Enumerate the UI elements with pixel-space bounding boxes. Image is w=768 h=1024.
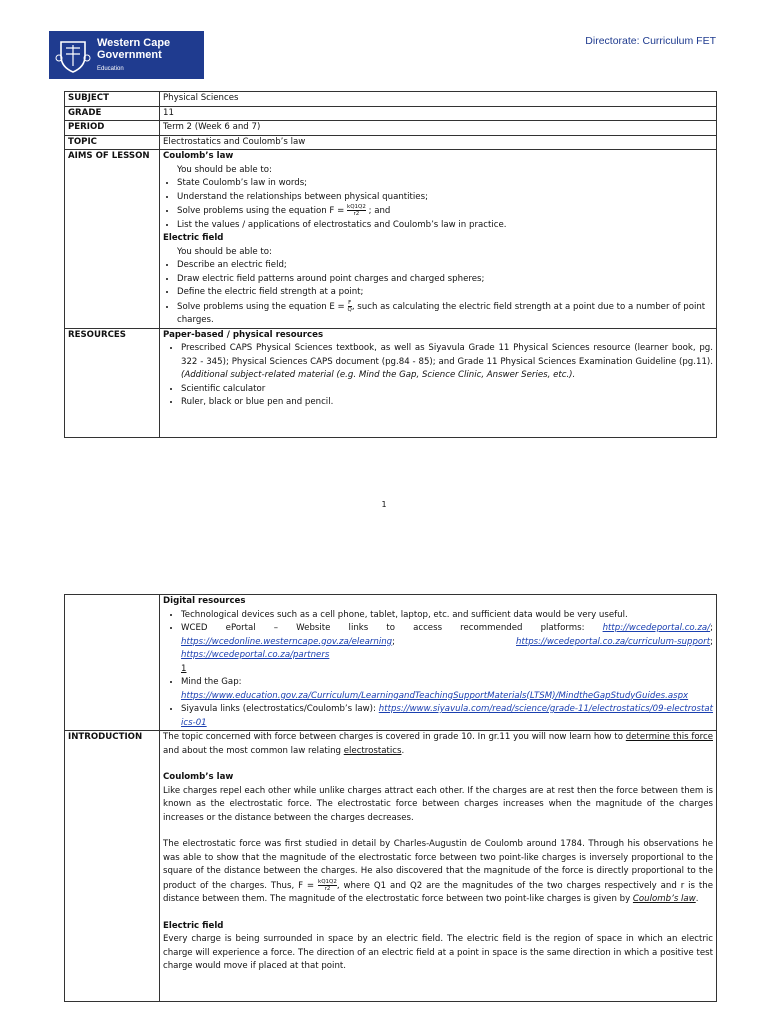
intro-text-u2: electrostatics xyxy=(343,745,402,756)
list-item: • WCED ePortal – Website links to access recommended platforms: http://wcedeportal.co.za/; https://wcedonline.westerncape.gov.za/elearning; https://wcedeportal.co.za/curriculum-support; https://wcedeportal.co.za/partners 1 xyxy=(181,622,713,676)
efield-heading: Electric field xyxy=(163,233,224,243)
digital-resources-content xyxy=(160,595,717,731)
fraction-denominator: r2 xyxy=(324,885,331,892)
list-item-text: Mind the Gap: xyxy=(181,677,242,687)
list-item: • Define the electric field strength at a point; xyxy=(177,286,713,300)
table-row xyxy=(65,328,717,437)
logo-line-1: Western Cape xyxy=(97,36,171,49)
table-row xyxy=(65,106,717,121)
list-item-suffix: ; and xyxy=(368,206,391,216)
siyavula-link[interactable]: https://www.siyavula.com/read/science/grade-11/electrostatics/09-electrostatics-01 xyxy=(181,704,714,728)
list-item-text: Siyavula links (electrostatics/Coulomb’s law): xyxy=(181,704,376,714)
intro-text-a: The topic concerned with force between charges is covered in grade 10. In gr.11 you will now learn how to xyxy=(163,732,623,742)
list-item: • Scientific calculator xyxy=(181,383,713,397)
lesson-details-table xyxy=(64,594,717,1002)
list-item xyxy=(177,204,713,219)
fraction-denominator: Q xyxy=(347,306,352,313)
footnote-marker: 1 xyxy=(181,663,187,674)
table-row xyxy=(65,121,717,136)
list-item xyxy=(181,676,713,703)
history-text-b: , where Q1 and Q2 are the magnitudes of the two charges respectively and r is the distance between them. The magnitude of the electrostatic force between two point-like charges is given by xyxy=(163,880,713,904)
topic-label: TOPIC xyxy=(65,135,160,150)
digital-heading: Digital resources xyxy=(163,596,246,606)
list-item xyxy=(181,342,713,383)
list-item xyxy=(181,703,713,730)
list-item: • Draw electric field patterns around point charges and charged spheres; xyxy=(177,273,713,287)
table-row xyxy=(65,150,717,329)
fraction-denominator: r2 xyxy=(353,211,360,217)
resources-heading: Paper-based / physical resources xyxy=(163,329,324,340)
list-item-text: Solve problems using the equation F = xyxy=(177,206,345,216)
table-row xyxy=(65,92,717,107)
list-item-suffix: , such as calculating the electric field strength at a point due to a number of point charges. xyxy=(177,301,706,325)
history-equation-fraction xyxy=(318,879,337,892)
history-paragraph xyxy=(163,838,713,907)
aims-label: AIMS OF LESSON xyxy=(65,150,160,329)
subject-value: Physical Sciences xyxy=(160,92,717,107)
introduction-label: INTRODUCTION xyxy=(65,731,160,1002)
intro-text-b: and about the most common law relating xyxy=(163,745,341,756)
coulomb-intro: You should be able to: xyxy=(177,164,272,175)
aims-content xyxy=(160,150,717,329)
subject-label: SUBJECT xyxy=(65,92,160,107)
grade-value: 11 xyxy=(160,106,717,121)
coulomb-aims-list xyxy=(163,177,713,232)
coat-of-arms-icon xyxy=(55,36,91,74)
resources-list xyxy=(163,342,713,410)
list-item: • List the values / applications of electrostatics and Coulomb’s law in practice. xyxy=(177,219,713,233)
coulomb-section-heading: Coulomb’s law xyxy=(163,772,234,782)
intro-text-c: . xyxy=(401,745,405,756)
wced-eportal-link[interactable]: http://wcedeportal.co.za/ xyxy=(602,623,711,633)
period-value: Term 2 (Week 6 and 7) xyxy=(160,121,717,136)
mind-the-gap-link[interactable]: https://www.education.gov.za/Curriculum/LearningandTeachingSupportMaterials(LTSM)/MindtheGapStudyGuides.aspx xyxy=(181,690,689,701)
efield-aims-list xyxy=(163,259,713,328)
logo-line-2: Government xyxy=(97,48,162,61)
list-item-text: WCED ePortal – Website links to access recommended platforms: xyxy=(181,623,585,633)
partners-link[interactable]: https://wcedeportal.co.za/partners xyxy=(181,650,330,660)
list-item xyxy=(177,300,713,328)
empty-label-cell xyxy=(65,595,160,731)
resources-label: RESOURCES xyxy=(65,328,160,437)
period-label: PERIOD xyxy=(65,121,160,136)
intro-text-u1: determine this force xyxy=(625,732,713,742)
coulomb-equation-fraction xyxy=(347,204,366,217)
fraction-numerator: kQ1Q2 xyxy=(347,204,366,210)
curriculum-support-link[interactable]: https://wcedeportal.co.za/curriculum-support xyxy=(516,636,711,647)
efield-intro: You should be able to: xyxy=(177,246,272,257)
intro-paragraph xyxy=(163,731,713,758)
table-row xyxy=(65,135,717,150)
history-text-c: . xyxy=(695,894,699,904)
introduction-content xyxy=(160,731,717,1002)
page-number: 1 xyxy=(381,500,387,509)
digital-resources-list xyxy=(163,609,713,731)
resources-item-text: Prescribed CAPS Physical Sciences textbook, as well as Siyavula Grade 11 Physical Sciences resource (learner book, pg. 322 - 345); Physical Sciences CAPS document (pg.84 - 85); and Grade 11 Physical Sciences Examination Guideline (pg.11). xyxy=(181,343,713,367)
list-item: • State Coulomb’s law in words; xyxy=(177,177,713,191)
grade-label: GRADE xyxy=(65,106,160,121)
fraction-numerator: F xyxy=(348,299,352,306)
western-cape-government-logo xyxy=(49,31,204,79)
list-item: • Technological devices such as a cell phone, tablet, laptop, etc. and sufficient data would be very useful. xyxy=(181,609,713,623)
coulomb-heading: Coulomb’s law xyxy=(163,151,234,161)
table-row xyxy=(65,595,717,731)
history-text-a: The electrostatic force was first studied in detail by Charles-Augustin de Coulomb around 1784. Through his observations he was able to show that the magnitude of the electrostatic force between two point-like charges is inversely proportional to the square of the distance between the charges. He also discovered that the magnitude of the force is directly proportional to the product of the charges. Thus, F = xyxy=(163,839,713,891)
list-item: • Ruler, black or blue pen and pencil. xyxy=(181,396,713,410)
logo-line-3: Education xyxy=(97,65,124,72)
efield-paragraph: Every charge is being surrounded in space by an electric field. The electric field is the region of space in which an electric charge will experience a force. The direction of an electric field at a point in space is the same direction in which a positive test charge would move if placed at that point. xyxy=(163,934,713,971)
coulomb-paragraph: Like charges repel each other while unlike charges attract each other. If the charges are at rest then the force between them is known as the electrostatic force. The electrostatic force between charges increases when the magnitude of the charges increases or the distance between the charges decreases. xyxy=(163,785,713,823)
history-text-italic: Coulomb’s law xyxy=(632,894,696,904)
fraction-numerator: kQ1Q2 xyxy=(318,878,337,885)
table-row xyxy=(65,731,717,1002)
list-item-text: Solve problems using the equation E = xyxy=(177,301,345,312)
topic-value: Electrostatics and Coulomb’s law xyxy=(160,135,717,150)
wced-elearning-link[interactable]: https://wcedonline.westerncape.gov.za/elearning xyxy=(181,636,393,647)
resources-content xyxy=(160,328,717,437)
resources-item-note: (Additional subject-related material (e.g. Mind the Gap, Science Clinic, Answer Series, etc.). xyxy=(181,370,576,380)
directorate-title: Directorate: Curriculum FET xyxy=(585,35,716,47)
list-item: • Describe an electric field; xyxy=(177,259,713,273)
list-item: • Understand the relationships between physical quantities; xyxy=(177,191,713,205)
efield-section-heading: Electric field xyxy=(163,920,224,931)
lesson-overview-table xyxy=(64,91,717,438)
